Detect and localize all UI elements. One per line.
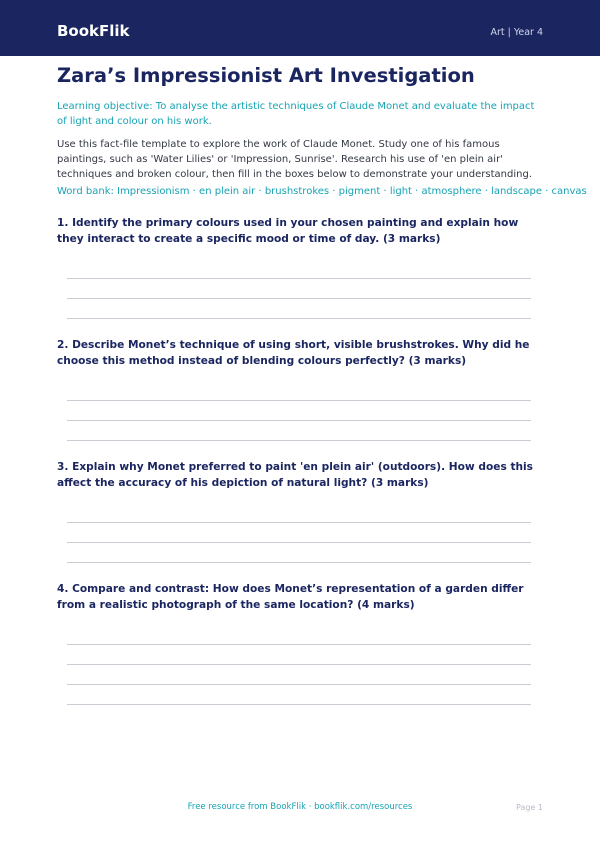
answer-line[interactable] xyxy=(67,298,531,299)
answer-line[interactable] xyxy=(67,684,531,685)
answer-line[interactable] xyxy=(67,318,531,319)
brand-logo: BookFlik xyxy=(57,22,130,40)
year-label: Year 4 xyxy=(513,27,543,38)
question-3: 3. Explain why Monet preferred to paint 'en plein air' (outdoors). How does this affect the accuracy of his depiction of natural light? (3 marks) xyxy=(57,461,533,489)
subject-label: Art xyxy=(490,27,505,38)
answer-line[interactable] xyxy=(67,522,531,523)
header-bar xyxy=(0,0,600,56)
answer-line[interactable] xyxy=(67,664,531,665)
learning-objective: Learning objective: To analyse the artistic techniques of Claude Monet and evaluate the impact of light and colour on his work. xyxy=(57,101,535,127)
subject-year-label xyxy=(490,27,543,39)
answer-line[interactable] xyxy=(67,562,531,563)
page-title: Zara’s Impressionist Art Investigation xyxy=(57,64,475,87)
word-bank: Word bank: Impressionism · en plein air · brushstrokes · pigment · light · atmosphere · landscape · canvas xyxy=(57,186,587,197)
answer-line[interactable] xyxy=(67,542,531,543)
separator: | xyxy=(507,27,511,38)
footer-text: Free resource from BookFlik · bookflik.com/resources xyxy=(187,802,413,812)
page-number: Page 1 xyxy=(516,803,543,812)
answer-line[interactable] xyxy=(67,644,531,645)
answer-line[interactable] xyxy=(67,704,531,705)
question-1: 1. Identify the primary colours used in your chosen painting and explain how they interact to create a specific mood or time of day. (3 marks) xyxy=(57,217,519,245)
question-4: 4. Compare and contrast: How does Monet’s representation of a garden differ from a realistic photograph of the same location? (4 marks) xyxy=(57,583,524,611)
answer-line[interactable] xyxy=(67,420,531,421)
question-2: 2. Describe Monet’s technique of using short, visible brushstrokes. Why did he choose this method instead of blending colours perfectly? (3 marks) xyxy=(57,339,530,367)
intro-text: Use this fact-file template to explore the work of Claude Monet. Study one of his famous paintings, such as 'Water Lilies' or 'Impression, Sunrise'. Research his use of 'en plein air' techniques and broken colour, then fill in the boxes below to demonstrate your understanding. xyxy=(57,139,533,180)
answer-line[interactable] xyxy=(67,440,531,441)
answer-line[interactable] xyxy=(67,278,531,279)
answer-line[interactable] xyxy=(67,400,531,401)
